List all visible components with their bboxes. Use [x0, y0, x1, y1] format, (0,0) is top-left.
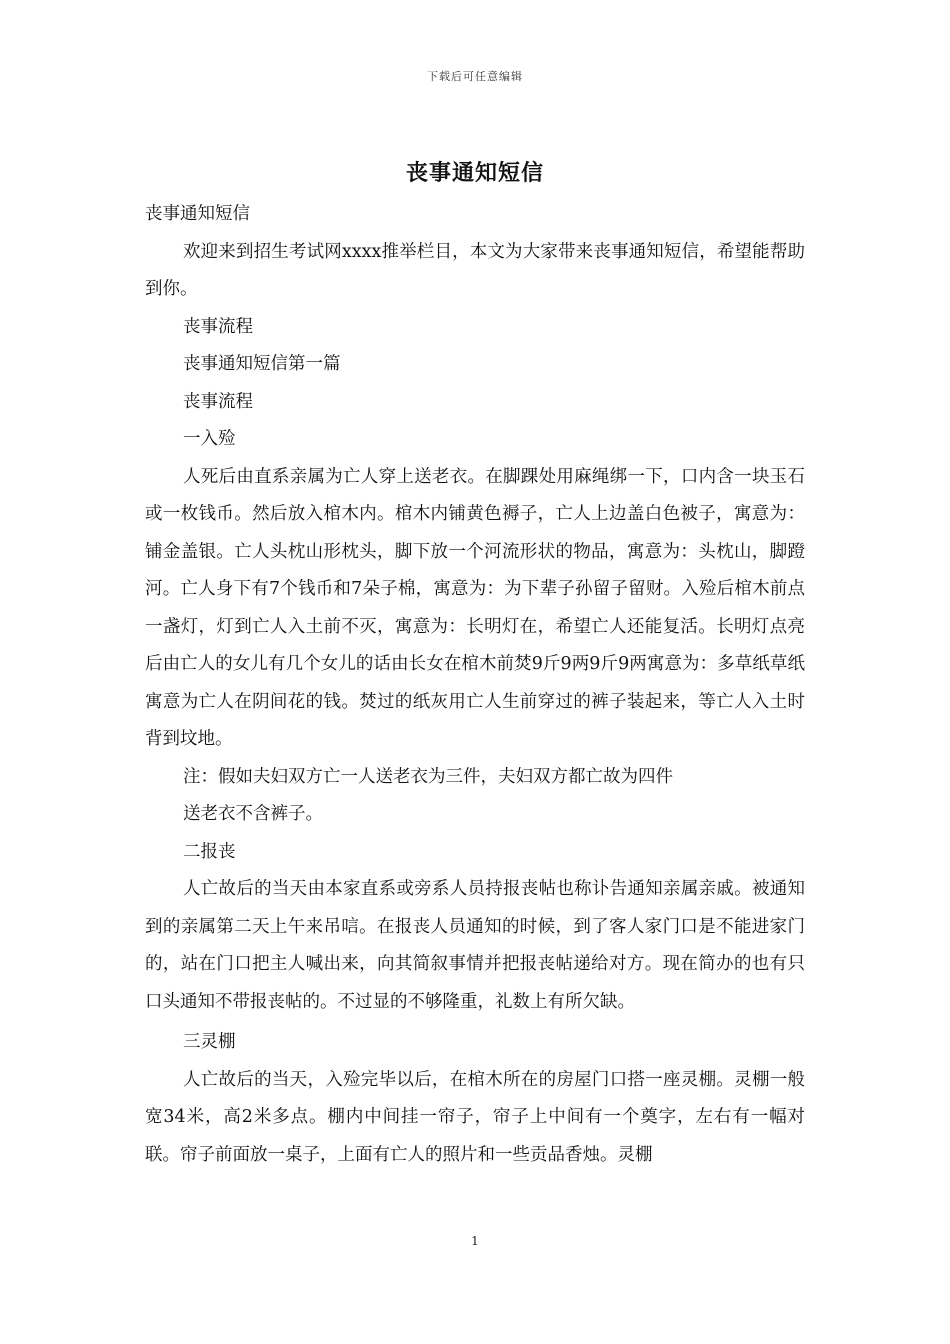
- section-heading: 丧事通知短信第一篇: [183, 354, 341, 374]
- note-paragraph: 注：假如夫妇双方亡一人送老衣为三件，夫妇双方都亡故为四件: [183, 766, 673, 787]
- subtitle-paragraph: 丧事通知短信: [145, 204, 250, 224]
- note-paragraph: 送老衣不含裤子。: [183, 804, 323, 824]
- body-paragraph: 人亡故后的当天由本家直系或旁系人员持报丧帖也称讣告通知亲属亲戚。被通知到的亲属第二天上午来吊唁。在报丧人员通知的时候，到了客人家门口是不能进家门的，站在门口把主人喊出来，向其简叙事情并把报丧帖递给对方。现在简办的也有只口头通知不带报丧帖的。不过显的不够隆重，礼数上有所欠缺。: [145, 879, 805, 1012]
- section-heading: 二报丧: [183, 841, 236, 862]
- section-heading: 丧事流程: [183, 316, 253, 337]
- document-body: [145, 196, 805, 1174]
- intro-paragraph: 欢迎来到招生考试网xxxx推举栏目，本文为大家带来丧事通知短信，希望能帮助到你。: [145, 241, 805, 299]
- body-paragraph: 人亡故后的当天，入殓完毕以后，在棺木所在的房屋门口搭一座灵棚。灵棚一般宽34米，高2米多点。棚内中间挂一帘子，帘子上中间有一个奠字，左右有一幅对联。帘子前面放一桌子，上面有亡人的照片和一些贡品香烛。灵棚: [145, 1069, 805, 1165]
- section-heading: 三灵棚: [183, 1032, 236, 1052]
- page-header-note: 下载后可任意编辑: [427, 70, 523, 83]
- body-paragraph: 人死后由直系亲属为亡人穿上送老衣。在脚踝处用麻绳绑一下，口内含一块玉石或一枚钱币。然后放入棺木内。棺木内铺黄色褥子，亡人上边盖白色被子，寓意为：铺金盖银。亡人头枕山形枕头，脚下放一个河流形状的物品，寓意为：头枕山，脚蹬河。亡人身下有7个钱币和7朵子棉，寓意为：为下辈子孙留子留财。入殓后棺木前点一盏灯，灯到亡人入土前不灭，寓意为：长明灯在，希望亡人还能复活。长明灯点亮后由亡人的女儿有几个女儿的话由长女在棺木前焚9斤9两9斤9两寓意为：多草纸草纸寓意为亡人在阴间花的钱。焚过的纸灰用亡人生前穿过的裤子装起来，等亡人入土时背到坟地。: [145, 466, 805, 749]
- section-heading: 一入殓: [183, 429, 236, 449]
- page-number: 1: [471, 1234, 479, 1248]
- document-title: 丧事通知短信: [405, 160, 544, 186]
- section-heading: 丧事流程: [183, 391, 253, 412]
